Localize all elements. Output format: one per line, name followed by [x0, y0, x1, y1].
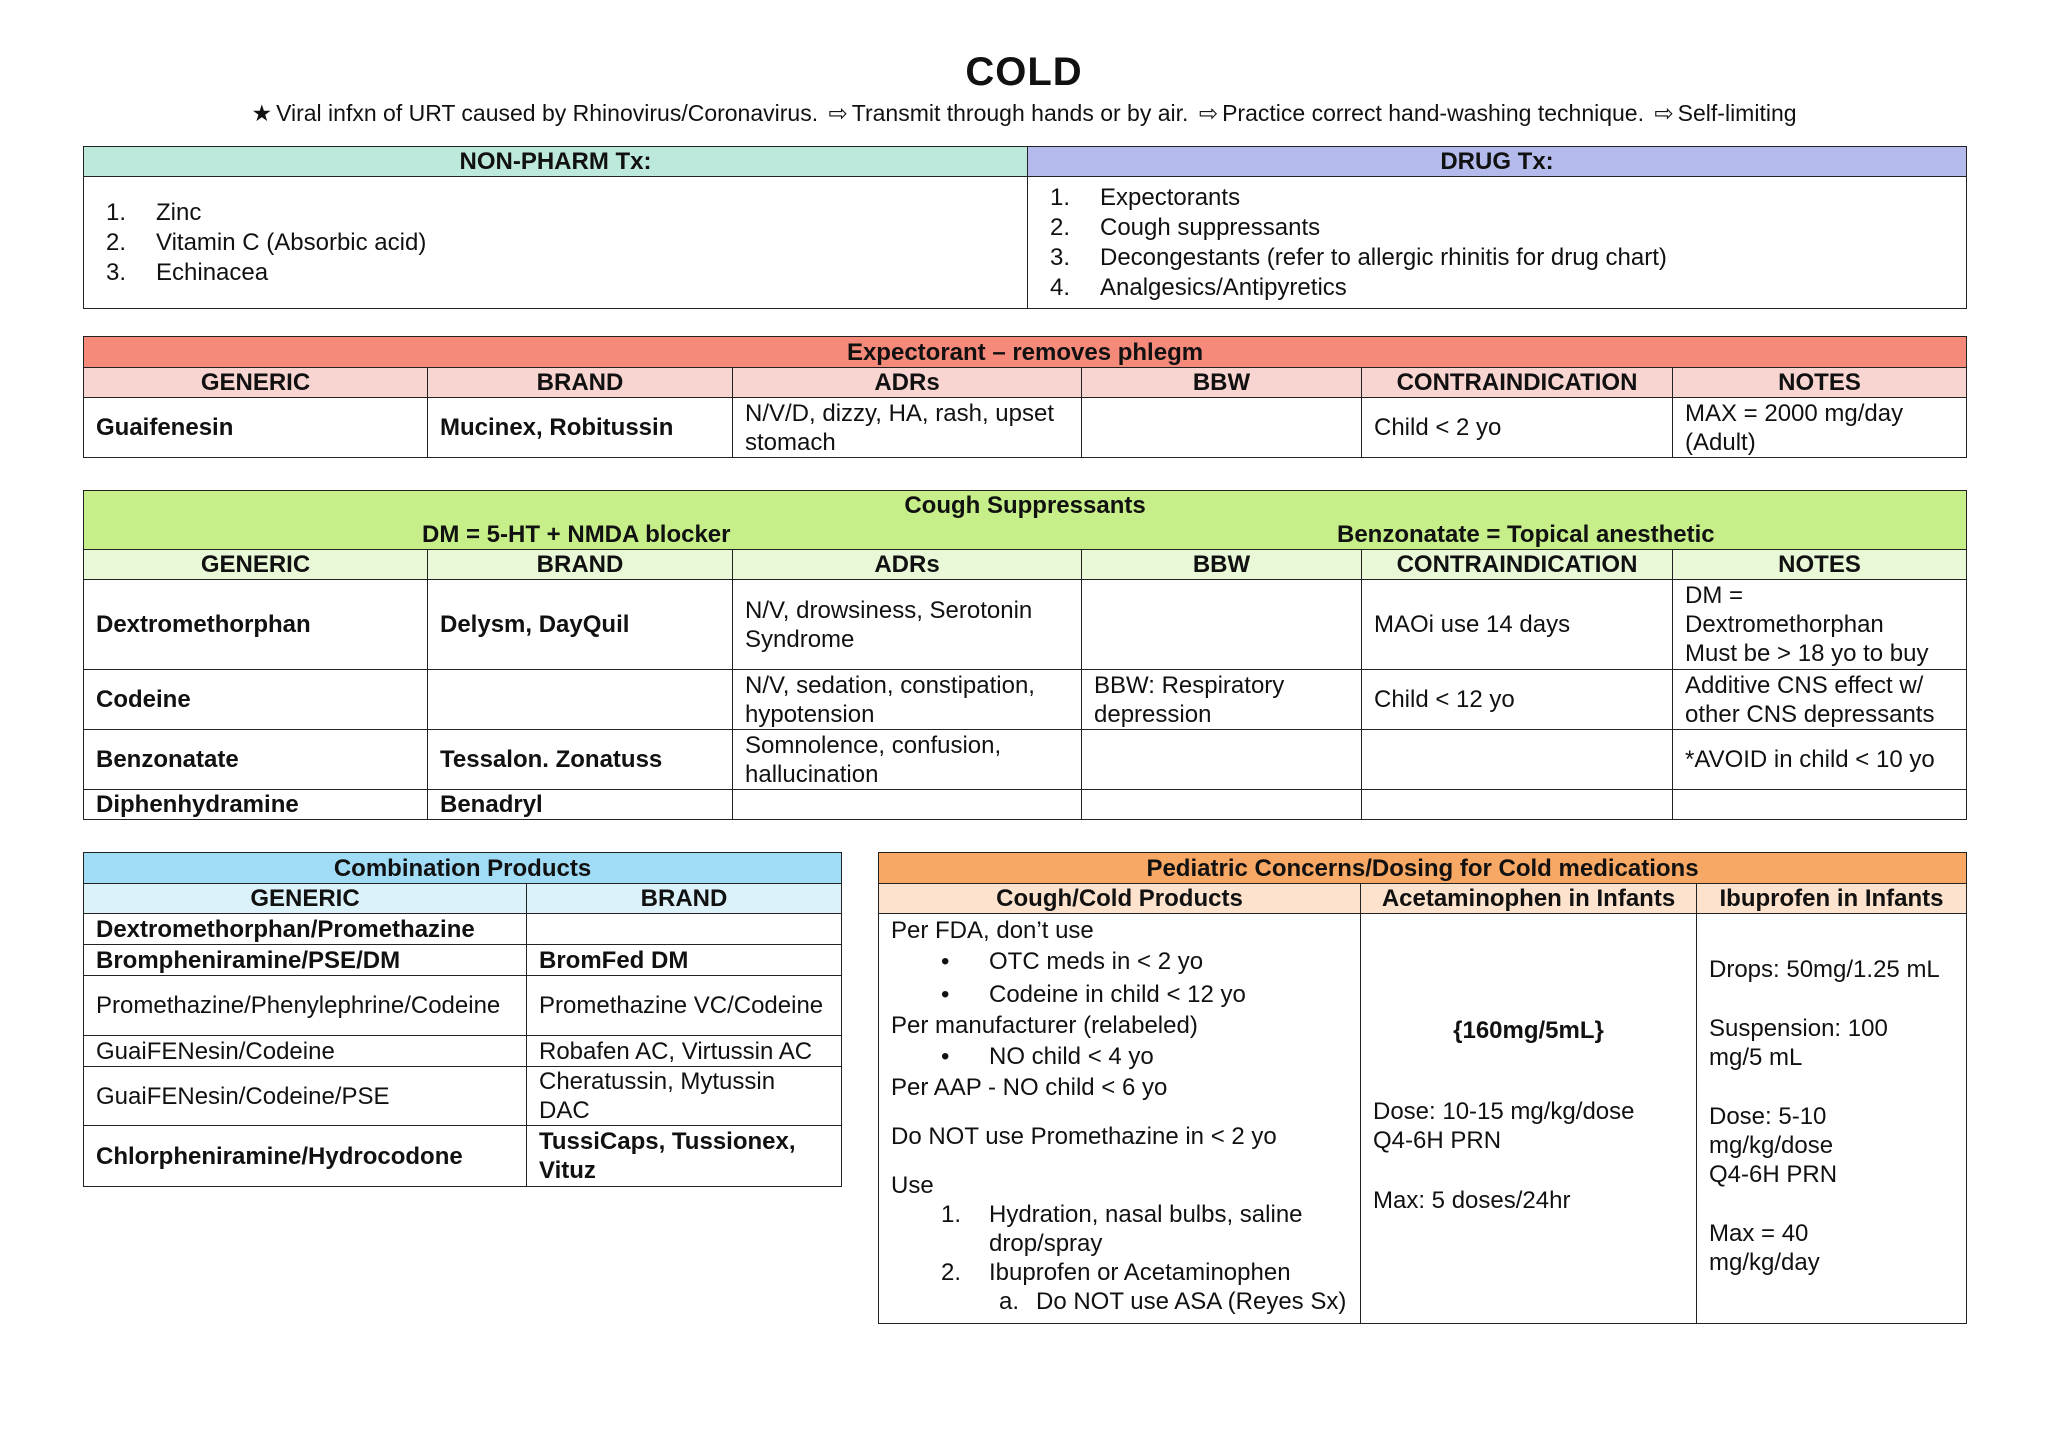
- column-header: CONTRAINDICATION: [1362, 550, 1673, 580]
- drug-header: DRUG Tx:: [1028, 147, 1967, 177]
- drug-cell: [1028, 177, 1967, 309]
- adrs-cell: Somnolence, confusion, hallucination: [733, 730, 1082, 790]
- list-item: 2. Cough suppressants: [1050, 213, 1321, 241]
- bbw-cell: BBW: Respiratory depression: [1082, 670, 1362, 730]
- brand-cell: Mucinex, Robitussin: [428, 398, 733, 458]
- column-header: GENERIC: [84, 368, 428, 398]
- table-row: [84, 1067, 842, 1126]
- nonpharm-cell: [84, 177, 1028, 309]
- bullet-icon: •: [941, 948, 950, 975]
- column-header: GENERIC: [84, 550, 428, 580]
- generic-cell: Guaifenesin: [84, 398, 428, 458]
- notes-line: Must be > 18 yo to buy: [1685, 640, 1929, 667]
- nonpharm-header: NON-PHARM Tx:: [84, 147, 1028, 177]
- notes-cell: *AVOID in child < 10 yo: [1673, 730, 1967, 790]
- column-header: GENERIC: [84, 884, 527, 914]
- brand-cell: Robafen AC, Virtussin AC: [527, 1036, 842, 1067]
- expectorant-title: Expectorant – removes phlegm: [84, 337, 1967, 368]
- expectorant-table: [83, 336, 1967, 458]
- list-item: 2. Ibuprofen or Acetaminophen: [941, 1259, 1291, 1286]
- acetaminophen-dose: Dose: 10-15 mg/kg/dose: [1373, 1098, 1635, 1125]
- acetaminophen-max: Max: 5 doses/24hr: [1373, 1187, 1571, 1214]
- contra-cell: MAOi use 14 days: [1362, 580, 1673, 670]
- column-header: BRAND: [527, 884, 842, 914]
- table-row: [84, 976, 842, 1036]
- column-header: BRAND: [428, 368, 733, 398]
- generic-cell: Brompheniramine/PSE/DM: [84, 945, 527, 976]
- adrs-cell: N/V, drowsiness, Serotonin Syndrome: [733, 580, 1082, 670]
- page-title: COLD: [965, 50, 1083, 94]
- generic-cell: Diphenhydramine: [84, 790, 428, 820]
- contra-cell: [1362, 730, 1673, 790]
- brand-cell: TussiCaps, Tussionex, Vituz: [527, 1126, 842, 1187]
- table-row: [84, 398, 1967, 458]
- list-item: • OTC meds in < 2 yo: [891, 945, 1348, 978]
- brand-cell: [527, 914, 842, 945]
- arrow-right-icon: ⇨: [1654, 100, 1674, 126]
- notes-line: Dextromethorphan: [1685, 611, 1884, 638]
- acetaminophen-freq: Q4-6H PRN: [1373, 1127, 1502, 1154]
- list-item: 4. Analgesics/Antipyretics: [1050, 273, 1347, 301]
- cough-subtitle-left: DM = 5-HT + NMDA blocker: [422, 521, 731, 548]
- brand-cell: Promethazine VC/Codeine: [527, 976, 842, 1036]
- contra-cell: Child < 2 yo: [1362, 398, 1673, 458]
- nonpharm-list: [96, 198, 1015, 288]
- table-row: [84, 914, 842, 945]
- generic-cell: Dextromethorphan/Promethazine: [84, 914, 527, 945]
- ibuprofen-susp-2: mg/5 mL: [1709, 1044, 1803, 1071]
- column-header: BBW: [1082, 368, 1362, 398]
- column-header: CONTRAINDICATION: [1362, 368, 1673, 398]
- ibuprofen-max: Max = 40: [1709, 1220, 1809, 1247]
- ibuprofen-susp: Suspension: 100: [1709, 1015, 1888, 1042]
- cough-table: [83, 490, 1967, 820]
- contra-cell: Child < 12 yo: [1362, 670, 1673, 730]
- column-header: ADRs: [733, 550, 1082, 580]
- acetaminophen-conc: {160mg/5mL}: [1453, 1017, 1604, 1044]
- brand-cell: Delysm, DayQuil: [428, 580, 733, 670]
- ibuprofen-dose: Dose: 5-10: [1709, 1103, 1827, 1130]
- star-icon: ★: [251, 100, 273, 126]
- tx-table: [83, 146, 1967, 309]
- column-header: Acetaminophen in Infants: [1361, 884, 1697, 914]
- list-item: 3. Echinacea: [106, 258, 269, 286]
- table-row: [84, 580, 1967, 670]
- list-item: 1. Zinc: [106, 198, 202, 226]
- generic-cell: GuaiFENesin/Codeine: [84, 1036, 527, 1067]
- column-header: ADRs: [733, 368, 1082, 398]
- subtitle: [0, 100, 2048, 127]
- ibuprofen-dose-2: mg/kg/dose: [1709, 1132, 1834, 1159]
- cough-title: Cough Suppressants: [904, 492, 1146, 519]
- table-row: [84, 670, 1967, 730]
- generic-cell: Dextromethorphan: [84, 580, 428, 670]
- ibuprofen-dose-3: Q4-6H PRN: [1709, 1161, 1838, 1188]
- table-row: [84, 945, 842, 976]
- table-row: [84, 790, 1967, 820]
- bullet-icon: •: [941, 981, 950, 1008]
- generic-cell: GuaiFENesin/Codeine/PSE: [84, 1067, 527, 1126]
- brand-cell: Tessalon. Zonatuss: [428, 730, 733, 790]
- table-row: [84, 730, 1967, 790]
- notes-cell: MAX = 2000 mg/day (Adult): [1673, 398, 1967, 458]
- generic-cell: Chlorpheniramine/Hydrocodone: [84, 1126, 527, 1187]
- manufacturer-line: Per manufacturer (relabeled): [891, 1012, 1198, 1039]
- bbw-cell: [1082, 730, 1362, 790]
- list-item: 3. Decongestants (refer to allergic rhinitis for drug chart): [1050, 243, 1667, 271]
- generic-cell: Promethazine/Phenylephrine/Codeine: [84, 976, 527, 1036]
- column-header: Ibuprofen in Infants: [1697, 884, 1967, 914]
- adrs-cell: N/V/D, dizzy, HA, rash, upset stomach: [733, 398, 1082, 458]
- pediatric-title: Pediatric Concerns/Dosing for Cold medications: [879, 853, 1967, 884]
- use-line: Use: [891, 1172, 934, 1199]
- list-item: • NO child < 4 yo: [891, 1040, 1348, 1073]
- brand-cell: BromFed DM: [527, 945, 842, 976]
- promethazine-line: Do NOT use Promethazine in < 2 yo: [891, 1123, 1277, 1150]
- list-item: a. Do NOT use ASA (Reyes Sx): [999, 1288, 1347, 1315]
- table-row: [84, 1036, 842, 1067]
- subtitle-part: Practice correct hand-washing technique.: [1222, 100, 1644, 126]
- arrow-right-icon: ⇨: [1198, 100, 1219, 126]
- column-header: BBW: [1082, 550, 1362, 580]
- ibuprofen-max-2: mg/kg/day: [1709, 1249, 1820, 1276]
- fda-line: Per FDA, don’t use: [891, 917, 1094, 944]
- arrow-right-icon: ⇨: [828, 100, 848, 126]
- ibuprofen-cell: [1697, 914, 1967, 1324]
- list-item: 2. Vitamin C (Absorbic acid): [106, 228, 427, 256]
- column-header: BRAND: [428, 550, 733, 580]
- adrs-cell: N/V, sedation, constipation, hypotension: [733, 670, 1082, 730]
- generic-cell: Codeine: [84, 670, 428, 730]
- notes-cell: Additive CNS effect w/ other CNS depressants: [1673, 670, 1967, 730]
- list-item: • Codeine in child < 12 yo: [891, 978, 1348, 1011]
- column-header: Cough/Cold Products: [879, 884, 1361, 914]
- combo-title: Combination Products: [84, 853, 842, 884]
- pediatric-table: [878, 852, 1967, 1324]
- subtitle-part: Transmit through hands or by air.: [851, 100, 1189, 126]
- list-item: 1. Expectorants: [1050, 183, 1241, 211]
- list-item: 1. Hydration, nasal bulbs, saline drop/spray: [941, 1201, 1303, 1257]
- column-header: NOTES: [1673, 550, 1967, 580]
- acetaminophen-cell: [1361, 914, 1697, 1324]
- subtitle-part: Self-limiting: [1677, 100, 1797, 126]
- brand-cell: Benadryl: [428, 790, 733, 820]
- brand-cell: Cheratussin, Mytussin DAC: [527, 1067, 842, 1126]
- bbw-cell: [1082, 580, 1362, 670]
- drug-list: [1040, 183, 1954, 303]
- notes-cell: [1673, 580, 1967, 670]
- cough-subtitle-right: Benzonatate = Topical anesthetic: [1337, 521, 1715, 548]
- subtitle-part: Viral infxn of URT caused by Rhinovirus/Coronavirus.: [276, 100, 819, 126]
- bbw-cell: [1082, 790, 1362, 820]
- bullet-icon: •: [941, 1043, 950, 1070]
- column-header: NOTES: [1673, 368, 1967, 398]
- ibuprofen-drops: Drops: 50mg/1.25 mL: [1709, 956, 1940, 983]
- adrs-cell: [733, 790, 1082, 820]
- bbw-cell: [1082, 398, 1362, 458]
- notes-line: DM =: [1685, 582, 1744, 609]
- cough-cold-cell: [879, 914, 1361, 1324]
- brand-cell: [428, 670, 733, 730]
- generic-cell: Benzonatate: [84, 730, 428, 790]
- cough-header: [84, 491, 1967, 550]
- combo-table: [83, 852, 842, 1187]
- notes-cell: [1673, 790, 1967, 820]
- contra-cell: [1362, 790, 1673, 820]
- aap-line: Per AAP - NO child < 6 yo: [891, 1074, 1168, 1101]
- table-row: [879, 914, 1967, 1324]
- table-row: [84, 1126, 842, 1187]
